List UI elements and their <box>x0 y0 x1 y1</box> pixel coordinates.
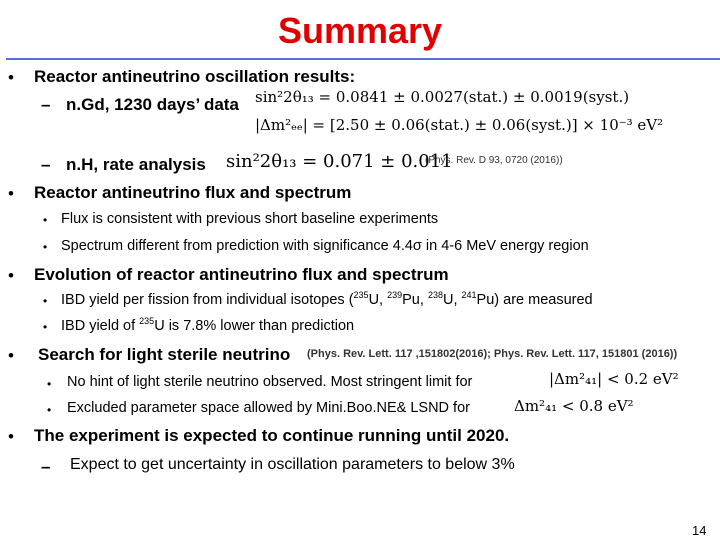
evolution-item-2-mass: 235 <box>139 316 155 327</box>
isotope-pu241-mass: 241 <box>461 290 477 301</box>
flux-item-1-bullet: • <box>43 213 48 227</box>
isotope-u235-symbol: U, <box>368 292 388 308</box>
ngd-theta13-equation: sin²2θ₁₃ = 0.0841 ± 0.0027(stat.) ± 0.0019(syst.) <box>255 88 630 106</box>
evolution-item-1 <box>61 292 593 308</box>
sterile-item-2-bullet: • <box>47 403 52 417</box>
nh-reference: (Phys. Rev. D 93, 0720 (2016)) <box>425 155 563 166</box>
sterile-reference: (Phys. Rev. Lett. 117 ,151802(2016); Phys. Rev. Lett. 117, 151801 (2016)) <box>307 348 678 360</box>
dash-future: – <box>41 457 51 476</box>
future-item: Expect to get uncertainty in oscillation parameters to below 3% <box>70 456 515 473</box>
dash-ngd: – <box>41 95 51 114</box>
sterile-item-1-bullet: • <box>47 377 52 391</box>
flux-item-1: Flux is consistent with previous short baseline experiments <box>61 211 439 227</box>
bullet-future: • <box>8 427 14 446</box>
bullet-osc: • <box>8 68 14 87</box>
sterile-heading: Search for light sterile neutrino <box>38 345 291 364</box>
bullet-evolution: • <box>8 266 14 285</box>
bullet-sterile: • <box>8 346 14 365</box>
flux-item-2-bullet: • <box>43 240 48 254</box>
sterile-limit-equation-2: Δm²₄₁ < 0.8 eV² <box>514 397 634 415</box>
page-number: 14 <box>692 523 707 538</box>
sterile-limit-equation-1: |Δm²₄₁| < 0.2 eV² <box>549 370 679 388</box>
evolution-item-2-prefix: IBD yield of <box>61 318 140 334</box>
isotope-u238-symbol: U, <box>442 292 462 308</box>
osc-heading: Reactor antineutrino oscillation results: <box>34 67 356 86</box>
evolution-item-1-prefix: IBD yield per fission from individual isotopes ( <box>61 292 354 308</box>
evolution-item-2-bullet: • <box>43 320 48 334</box>
title-divider <box>6 58 720 60</box>
future-heading: The experiment is expected to continue running until 2020. <box>34 426 510 445</box>
ngd-label: n.Gd, 1230 days’ data <box>66 95 239 114</box>
isotope-pu239-mass: 239 <box>387 290 403 301</box>
bullet-flux: • <box>8 184 14 203</box>
evolution-item-2 <box>61 318 354 334</box>
isotope-u238-mass: 238 <box>427 290 443 301</box>
flux-heading: Reactor antineutrino flux and spectrum <box>34 183 352 202</box>
ngd-dm2ee-equation: |Δm²ₑₑ| = [2.50 ± 0.06(stat.) ± 0.06(syst.)] × 10⁻³ eV² <box>255 116 664 134</box>
evolution-heading: Evolution of reactor antineutrino flux and spectrum <box>34 265 449 284</box>
nh-theta13-equation: sin²2θ₁₃ = 0.071 ± 0.011 <box>226 151 453 172</box>
sterile-item-2: Excluded parameter space allowed by Mini.Boo.NE& LSND for <box>67 400 470 416</box>
flux-item-2: Spectrum different from prediction with significance 4.4σ in 4-6 MeV energy region <box>61 238 589 254</box>
nh-label: n.H, rate analysis <box>66 155 206 174</box>
evolution-item-1-bullet: • <box>43 294 48 308</box>
dash-nh: – <box>41 155 51 174</box>
isotope-pu241-suffix: Pu) are measured <box>476 292 593 308</box>
page-title: Summary <box>277 10 443 51</box>
evolution-item-2-suffix: U is 7.8% lower than prediction <box>154 318 355 334</box>
sterile-item-1: No hint of light sterile neutrino observed. Most stringent limit for <box>67 374 473 390</box>
isotope-u235-mass: 235 <box>353 290 369 301</box>
isotope-pu239-symbol: Pu, <box>402 292 428 308</box>
